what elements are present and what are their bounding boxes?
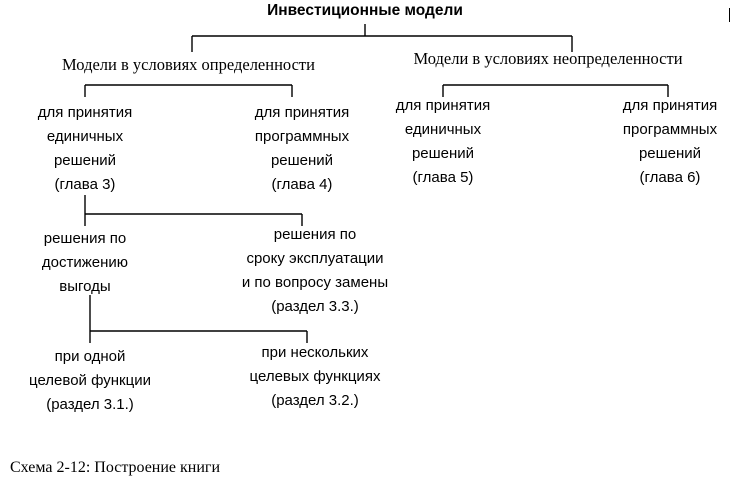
node-line: (раздел 3.3.)	[271, 298, 359, 315]
node-line: (глава 6)	[639, 169, 701, 186]
node-line: (глава 4)	[271, 176, 333, 193]
node-line: решений	[53, 152, 117, 169]
node-line: решений	[638, 145, 702, 162]
node-line: для принятия	[254, 104, 350, 121]
node-line: решений	[411, 145, 475, 162]
node-line: при одной	[54, 348, 126, 365]
node-line: выгоды	[59, 278, 111, 295]
node-line: и по вопросу замены	[241, 274, 389, 291]
node-line: для принятия	[37, 104, 133, 121]
node-line: целевых функциях	[249, 368, 381, 385]
node-benefit-decisions	[10, 227, 160, 299]
node-line: (глава 5)	[412, 169, 474, 186]
figure-caption: Схема 2-12: Построение книги	[10, 459, 221, 476]
root-label: Инвестиционные модели	[267, 2, 463, 19]
node-line: программных	[254, 128, 350, 145]
node-line: (глава 3)	[54, 176, 116, 193]
node-line: программных	[622, 121, 718, 138]
node-line: достижению	[41, 254, 129, 271]
node-line: единичных	[46, 128, 124, 145]
node-line: решения по	[43, 230, 127, 247]
branch-uncertainty	[372, 47, 724, 71]
node-line: решения по	[273, 226, 357, 243]
scan-edge-mark	[729, 8, 730, 22]
node-line: целевой функции	[29, 372, 151, 389]
node-line: (раздел 3.1.)	[46, 396, 134, 413]
node-single-decisions-certainty	[10, 101, 160, 197]
node-line: для принятия	[622, 97, 718, 114]
node-lifetime-replacement-decisions	[210, 223, 420, 319]
node-program-decisions-uncertainty	[590, 94, 735, 190]
branch-certainty-label: Модели в условиях определенности	[62, 55, 315, 74]
node-line: единичных	[404, 121, 482, 138]
root-node	[225, 0, 505, 23]
node-program-decisions-certainty	[222, 101, 382, 197]
node-line: сроку эксплуатации	[246, 250, 384, 267]
node-line: для принятия	[395, 97, 491, 114]
node-single-decisions-uncertainty	[368, 94, 518, 190]
node-line: при нескольких	[261, 344, 369, 361]
node-multiple-objectives	[230, 341, 400, 413]
node-line: (раздел 3.2.)	[271, 392, 359, 409]
node-line: решений	[270, 152, 334, 169]
node-single-objective	[20, 345, 160, 417]
branch-uncertainty-label: Модели в условиях неопределенности	[413, 49, 683, 68]
branch-certainty	[16, 53, 361, 77]
